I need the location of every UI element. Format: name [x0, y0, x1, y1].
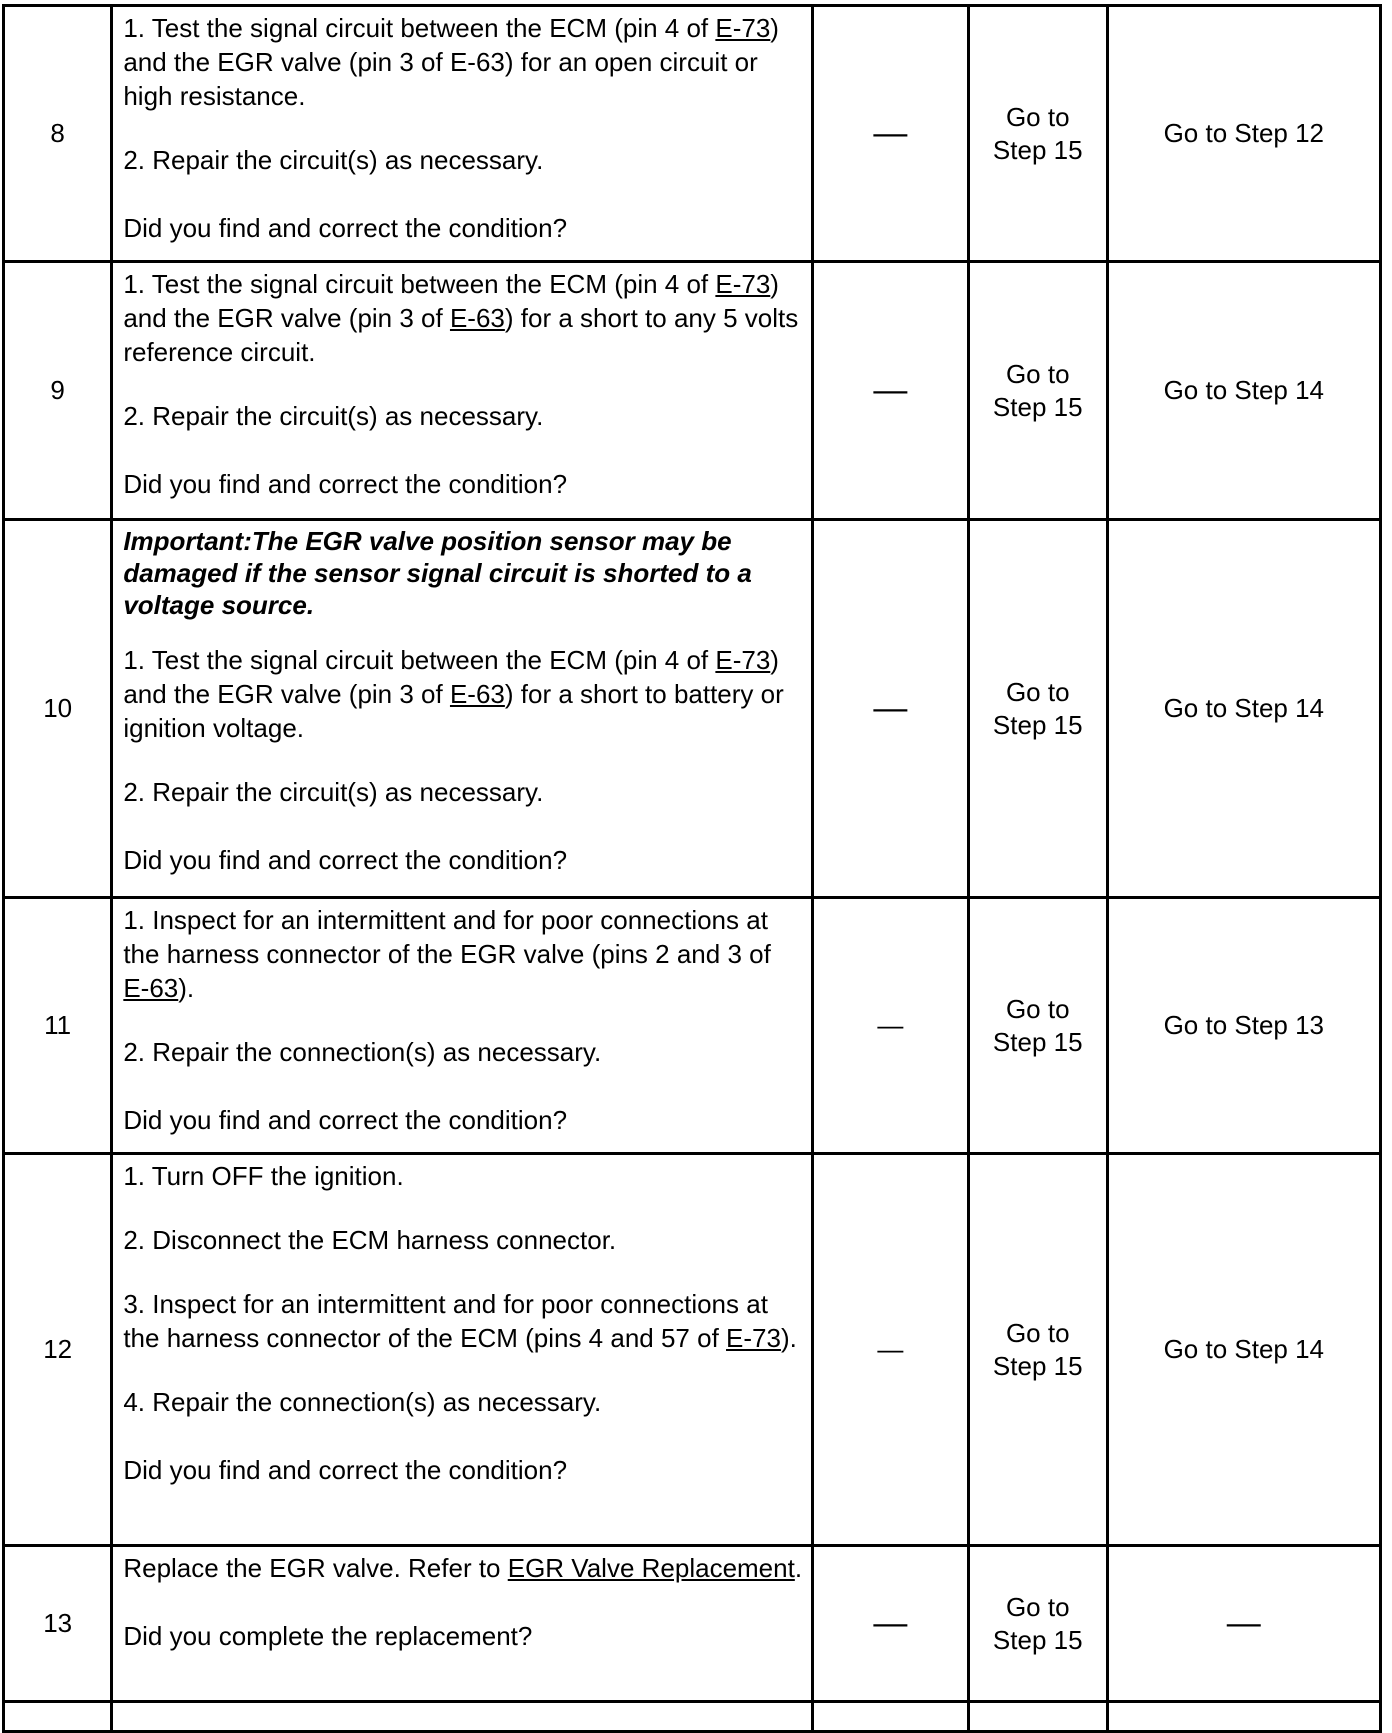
yes-action: Go to Step 15	[968, 1546, 1107, 1702]
step-action	[112, 262, 813, 520]
question: Did you find and correct the condition?	[123, 1455, 568, 1485]
step-value: —	[812, 898, 968, 1154]
table-row	[4, 262, 1381, 520]
step-value: —	[812, 1154, 968, 1546]
yes-action: Go to Step 15	[968, 262, 1107, 520]
step-number	[4, 1702, 112, 1732]
step-action	[112, 1702, 813, 1732]
connector-link[interactable]: E-63	[123, 973, 179, 1003]
step-number: 10	[4, 520, 112, 898]
question: Did you complete the replacement?	[123, 1621, 533, 1651]
yes-action: Go to Step 15	[968, 1154, 1107, 1546]
step-number: 9	[4, 262, 112, 520]
step-value: —	[812, 520, 968, 898]
step-value: —	[812, 1546, 968, 1702]
connector-link[interactable]: E-63	[449, 679, 505, 709]
instruction: 1. Inspect for an intermittent and for poor connections at the harness connector of the EGR valve (pins 2 and 3 of E-63).	[123, 905, 771, 1003]
yes-action: Go to Step 15	[968, 6, 1107, 262]
connector-link[interactable]: E-73	[715, 13, 771, 43]
step-number: 8	[4, 6, 112, 262]
question: Did you find and correct the condition?	[123, 213, 568, 243]
step-action	[112, 1154, 813, 1546]
no-action: Go to Step 14	[1107, 520, 1380, 898]
instruction: 2. Repair the circuit(s) as necessary.	[123, 401, 544, 431]
instruction: 1. Test the signal circuit between the ECM (pin 4 of E-73) and the EGR valve (pin 3 of E-63) for an open circuit or high resistance.	[123, 13, 779, 111]
yes-action: Go to Step 15	[968, 898, 1107, 1154]
question: Did you find and correct the condition?	[123, 1105, 568, 1135]
instruction: 1. Turn OFF the ignition.	[123, 1161, 404, 1191]
table-row	[4, 1154, 1381, 1546]
instruction: 1. Test the signal circuit between the ECM (pin 4 of E-73) and the EGR valve (pin 3 of E-63) for a short to any 5 volts reference circuit.	[123, 269, 799, 367]
connector-link[interactable]: E-73	[715, 269, 771, 299]
table-row	[4, 6, 1381, 262]
instruction: 2. Repair the circuit(s) as necessary.	[123, 777, 544, 807]
diagnostic-steps-table	[2, 4, 1382, 1733]
connector-link[interactable]: E-73	[715, 645, 771, 675]
instruction: 2. Disconnect the ECM harness connector.	[123, 1225, 617, 1255]
yes-action: Go to Step 15	[968, 520, 1107, 898]
step-value: —	[812, 262, 968, 520]
no-action: —	[1107, 1546, 1380, 1702]
important-note: Important:The EGR valve position sensor may be damaged if the sensor signal circuit is shorted to a voltage source.	[123, 526, 752, 620]
no-action	[1107, 1702, 1380, 1732]
connector-link[interactable]: E-73	[726, 1323, 781, 1353]
connector-link[interactable]: E-63	[449, 303, 505, 333]
step-action	[112, 6, 813, 262]
procedure-link[interactable]: EGR Valve Replacement	[507, 1553, 795, 1583]
step-value	[812, 1702, 968, 1732]
instruction: Replace the EGR valve. Refer to EGR Valve Replacement.	[123, 1553, 803, 1583]
instruction: 3. Inspect for an intermittent and for poor connections at the harness connector of the ECM (pins 4 and 57 of E-73).	[123, 1289, 797, 1353]
instruction: 4. Repair the connection(s) as necessary.	[123, 1387, 602, 1417]
table-row	[4, 898, 1381, 1154]
question: Did you find and correct the condition?	[123, 469, 568, 499]
table-row	[4, 1702, 1381, 1732]
step-number: 11	[4, 898, 112, 1154]
no-action: Go to Step 12	[1107, 6, 1380, 262]
step-value: —	[812, 6, 968, 262]
no-action: Go to Step 14	[1107, 1154, 1380, 1546]
question: Did you find and correct the condition?	[123, 845, 568, 875]
instruction: 2. Repair the connection(s) as necessary.	[123, 1037, 602, 1067]
table-row	[4, 520, 1381, 898]
no-action: Go to Step 14	[1107, 262, 1380, 520]
step-number: 13	[4, 1546, 112, 1702]
step-number: 12	[4, 1154, 112, 1546]
instruction: 2. Repair the circuit(s) as necessary.	[123, 145, 544, 175]
step-action	[112, 1546, 813, 1702]
no-action: Go to Step 13	[1107, 898, 1380, 1154]
yes-action	[968, 1702, 1107, 1732]
step-action	[112, 520, 813, 898]
step-action	[112, 898, 813, 1154]
table-row	[4, 1546, 1381, 1702]
instruction: 1. Test the signal circuit between the ECM (pin 4 of E-73) and the EGR valve (pin 3 of E-63) for a short to battery or ignition voltage.	[123, 645, 784, 743]
